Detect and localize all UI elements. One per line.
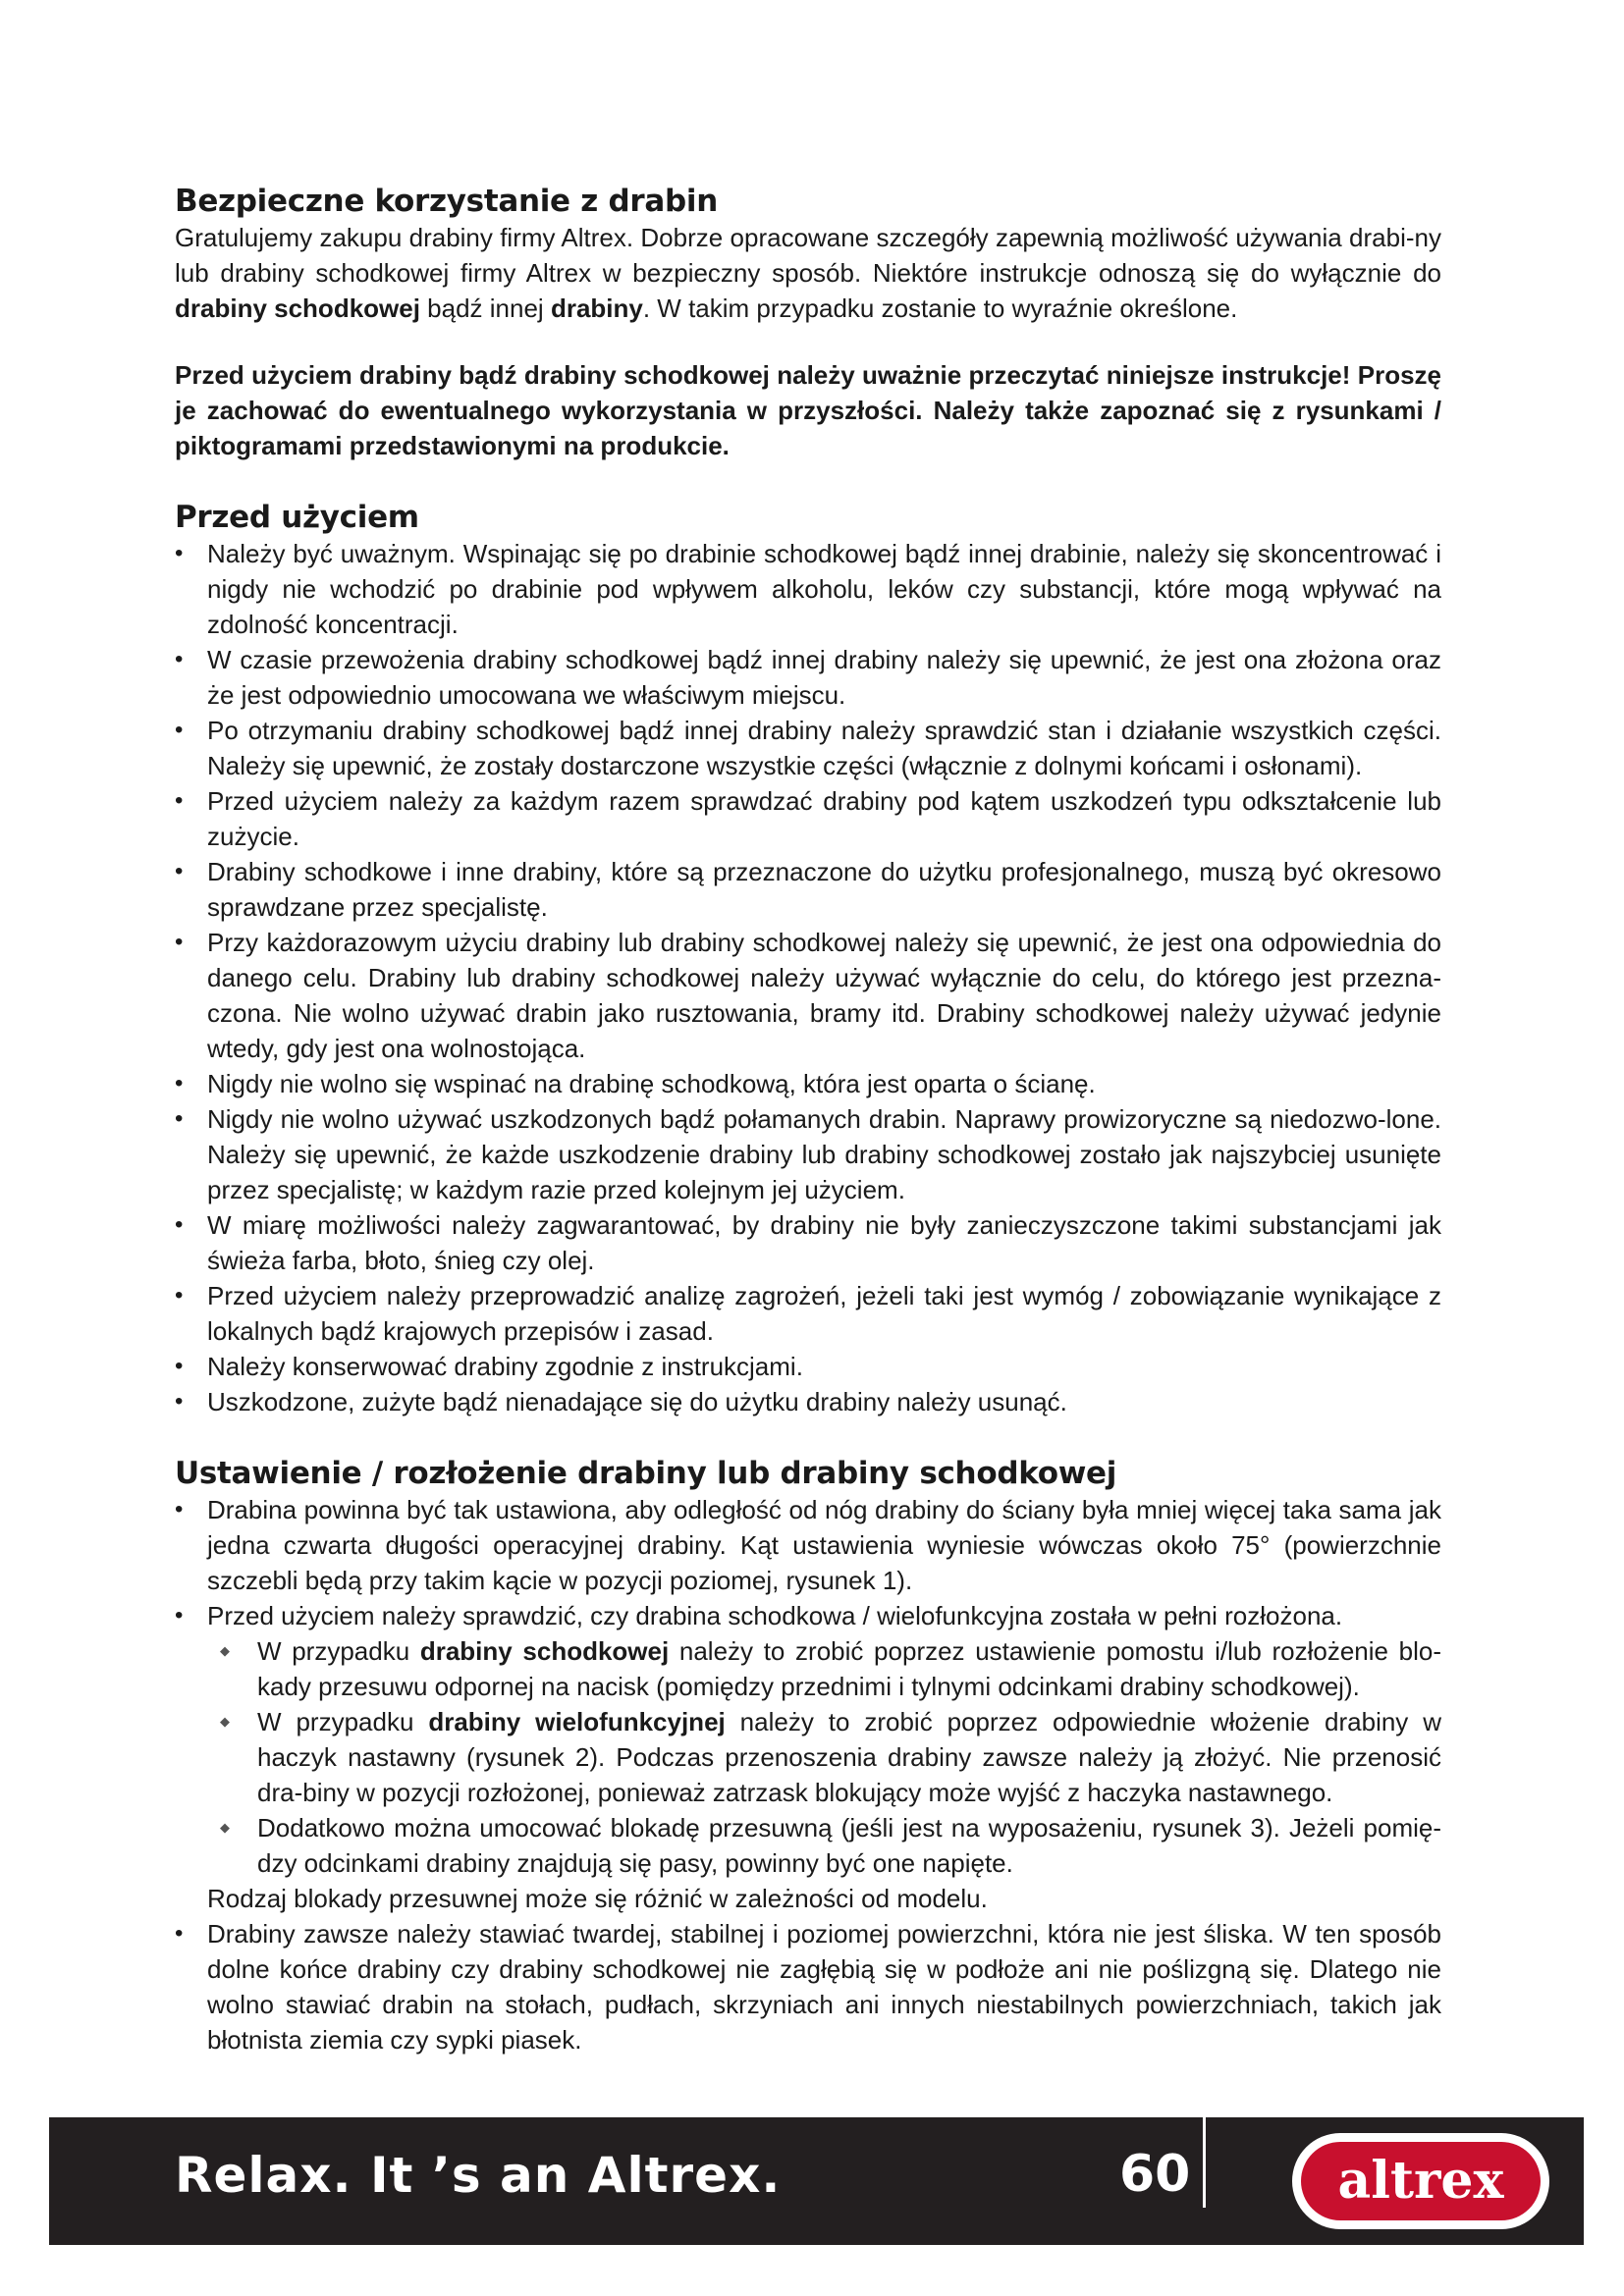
list-item: • Drabiny schodkowe i inne drabiny, które są przeznaczone do użytku profesjonalnego, muszą być okresowo sprawdzane przez specjalistę. xyxy=(175,854,1441,925)
list-item: • Należy być uważnym. Wspinając się po drabinie schodkowej bądź innej drabinie, należy się skoncentrować i nigdy nie wchodzić po drabinie pod wpływem alkoholu, leków czy substancji, które mogą wpływać na zdolność koncentracji. xyxy=(175,536,1441,642)
warning-paragraph: Przed użyciem drabiny bądź drabiny schodkowej należy uważnie przeczytać niniejsze instrukcje! Proszę je zachować do ewentualnego wykorzystania w przyszłości. Należy także zapoznać się z rysunkami / piktogramami przedstawionymi na produkcie. xyxy=(175,360,1441,460)
sublist-item: ◆ Dodatkowo można umocować blokadę przesuwną (jeśli jest na wyposażeniu, rysunek 3). Jeżeli pomię-dzy odcinkami drabiny znajdują się pasy, powinny być one napięte. xyxy=(218,1810,1441,1881)
section-title-safe-use: Bezpieczne korzystanie z drabin xyxy=(175,184,718,219)
footer-divider xyxy=(1203,2117,1206,2208)
footer-bar xyxy=(49,2117,1584,2245)
list-item: • W miarę możliwości należy zagwarantować, by drabiny nie były zanieczyszczone takimi substancjami jak świeża farba, błoto, śnieg czy olej. xyxy=(175,1207,1441,1278)
section-title-setup: Ustawienie / rozłożenie drabiny lub drabiny schodkowej xyxy=(175,1456,1117,1491)
setup-list xyxy=(175,1492,1441,1633)
before-use-list xyxy=(175,536,1441,1419)
list-item: • Po otrzymaniu drabiny schodkowej bądź innej drabiny należy sprawdzić stan i działanie wszystkich części. Należy się upewnić, że zostały dostarczone wszystkie części (włącznie z dolnymi końcami i osłonami). xyxy=(175,713,1441,783)
footer-slogan: Relax. It ’s an Altrex. xyxy=(175,2147,782,2204)
sublist-item: ◆ W przypadku drabiny wielofunkcyjnej należy to zrobić poprzez odpowiednie włożenie drabiny w haczyk nastawny (rysunek 2). Podczas przenoszenia drabiny zawsze należy ją złożyć. Nie przenosić dra-biny w pozycji rozłożonej, ponieważ zatrzask blokujący może wyjść z haczyka nastawnego. xyxy=(218,1704,1441,1810)
list-item: • Drabiny zawsze należy stawiać twardej, stabilnej i poziomej powierzchni, która nie jest śliska. W ten sposób dolne końce drabiny czy drabiny schodkowej nie zagłębią się w podłoże ani nie poślizgną się. Dlatego nie wolno stawiać drabin na stołach, pudłach, skrzyniach ani innych niestabilnych powierzchniach, takich jak błotnista ziemia czy sypki piasek. xyxy=(175,1916,1441,2057)
slide-lock-note: Rodzaj blokady przesuwnej może się różnić w zależności od modelu. xyxy=(207,1884,988,1913)
list-item: • Nigdy nie wolno używać uszkodzonych bądź połamanych drabin. Naprawy prowizoryczne są niedozwo-lone. Należy się upewnić, że każde uszkodzenie drabiny lub drabiny schodkowej zostało jak najszybciej usunięte przez specjalistę; w każdym razie przed kolejnym jej użyciem. xyxy=(175,1101,1441,1207)
page-content xyxy=(175,183,1441,2057)
list-item: • Przed użyciem należy za każdym razem sprawdzać drabiny pod kątem uszkodzeń typu odkształcenie lub zużycie. xyxy=(175,783,1441,854)
list-item: • Drabina powinna być tak ustawiona, aby odległość od nóg drabiny do ściany była mniej więcej taka sama jak jedna czwarta długości operacyjnej drabiny. Kąt ustawienia wyniesie wówczas około 75° (powierzchnie szczebli będą przy takim kącie w pozycji poziomej, rysunek 1). xyxy=(175,1492,1441,1598)
page-number: 60 xyxy=(1119,2145,1191,2204)
altrex-logo xyxy=(1288,2127,1553,2235)
list-item: • Przed użyciem należy przeprowadzić analizę zagrożeń, jeżeli taki jest wymóg / zobowiązanie wynikające z lokalnych bądź krajowych przepisów i zasad. xyxy=(175,1278,1441,1349)
sublist-item: ◆ W przypadku drabiny schodkowej należy to zrobić poprzez ustawienie pomostu i/lub rozłożenie blo-kady przesuwu odpornej na nacisk (pomiędzy przednimi i tylnymi odcinkami drabiny schodkowej). xyxy=(218,1633,1441,1704)
list-item: • Przed użyciem należy sprawdzić, czy drabina schodkowa / wielofunkcyjna została w pełni rozłożona. xyxy=(175,1598,1441,1633)
setup-list-continued xyxy=(175,1916,1441,2057)
list-item: • Uszkodzone, zużyte bądź nienadające się do użytku drabiny należy usunąć. xyxy=(175,1384,1441,1419)
logo-text: altrex xyxy=(1337,2151,1504,2211)
list-item: • W czasie przewożenia drabiny schodkowej bądź innej drabiny należy się upewnić, że jest ona złożona oraz że jest odpowiednio umocowana we właściwym miejscu. xyxy=(175,642,1441,713)
list-item: • Przy każdorazowym użyciu drabiny lub drabiny schodkowej należy się upewnić, że jest ona odpowiednia do danego celu. Drabiny lub drabiny schodkowej należy używać wyłącznie do celu, do którego jest przezna-czona. Nie wolno używać drabin jako rusztowania, bramy itd. Drabiny schodkowej należy używać jedynie wtedy, gdy jest ona wolnostojąca. xyxy=(175,925,1441,1066)
list-item: • Nigdy nie wolno się wspinać na drabinę schodkową, która jest oparta o ścianę. xyxy=(175,1066,1441,1101)
section-title-before-use: Przed użyciem xyxy=(175,500,419,535)
list-item: • Należy konserwować drabiny zgodnie z instrukcjami. xyxy=(175,1349,1441,1384)
intro-paragraph: Gratulujemy zakupu drabiny firmy Altrex. Dobrze opracowane szczegóły zapewnią możliwość używania drabi-ny lub drabiny schodkowej firmy Altrex w bezpieczny sposób. Niektóre instrukcje odnoszą się do wyłącznie do drabiny schodkowej bądź innej drabiny. W takim przypadku zostanie to wyraźnie określone. xyxy=(175,223,1441,323)
setup-sublist xyxy=(175,1633,1441,1881)
